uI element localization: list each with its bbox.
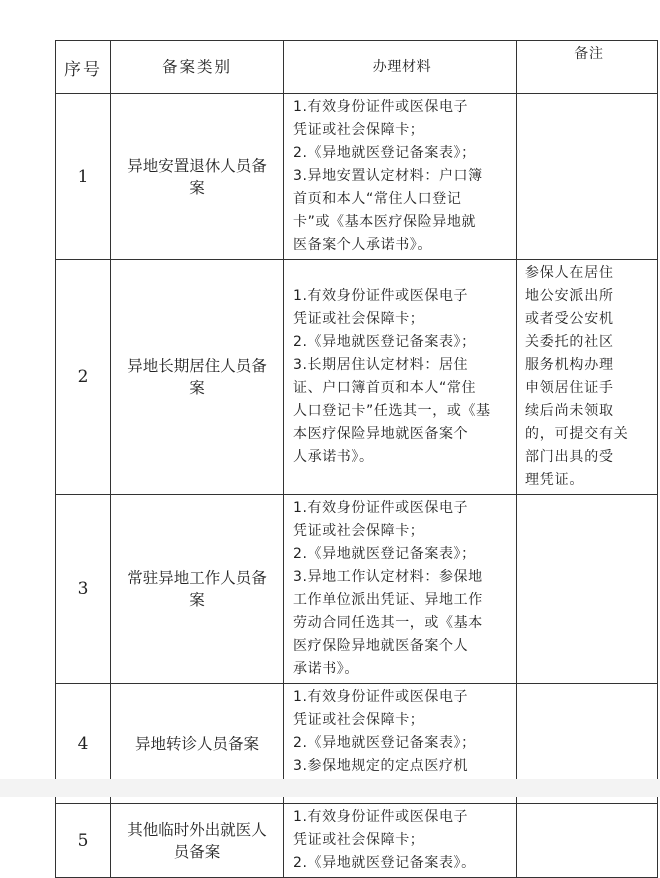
- header-materials: 办理材料: [284, 41, 517, 94]
- material-line: 2.《异地就医登记备案表》；: [293, 334, 476, 350]
- remark-line: 理凭证。: [525, 472, 585, 488]
- row-num: 1: [56, 94, 111, 260]
- table-row: [56, 804, 658, 878]
- row-category: 异地长期居住人员备案: [111, 260, 284, 495]
- row-materials: [284, 260, 517, 495]
- remark-line: 参保人在居住: [525, 265, 614, 281]
- material-line: 2.《异地就医登记备案表》；: [293, 735, 476, 751]
- material-line: 凭证或社会保障卡；: [293, 122, 425, 138]
- material-line: 首页和本人“常住人口登记: [293, 191, 462, 207]
- material-line: 卡”或《基本医疗保险异地就: [293, 214, 477, 230]
- material-line: 凭证或社会保障卡；: [293, 523, 425, 539]
- material-line: 承诺书》。: [293, 661, 359, 677]
- remark-line: 或者受公安机: [525, 311, 614, 327]
- filing-requirements-table: [55, 40, 658, 878]
- material-line: 工作单位派出凭证、异地工作: [293, 592, 483, 608]
- row-materials: [284, 94, 517, 260]
- row-materials: [284, 495, 517, 684]
- table-row: [56, 94, 658, 260]
- material-line: 医疗保险异地就医备案个人: [293, 638, 469, 654]
- row-num: 2: [56, 260, 111, 495]
- material-line: 3.异地安置认定材料：户口簿: [293, 168, 483, 184]
- row-category: 异地转诊人员备案: [111, 684, 284, 804]
- remark-line: 地公安派出所: [525, 288, 614, 304]
- material-line: 医备案个人承诺书》。: [293, 237, 432, 253]
- material-line: 证、户口簿首页和本人“常住: [293, 380, 477, 396]
- material-line: 1.有效身份证件或医保电子: [293, 500, 469, 516]
- remark-line: 的，可提交有关: [525, 426, 629, 442]
- row-remarks: [517, 260, 658, 495]
- page-bottom-edge: [0, 779, 660, 797]
- material-line: 本医疗保险异地就医备案个: [293, 426, 469, 442]
- material-line: 1.有效身份证件或医保电子: [293, 809, 469, 825]
- material-line: 劳动合同任选其一，或《基本: [293, 615, 483, 631]
- remark-line: 续后尚未领取: [525, 403, 614, 419]
- row-remarks: [517, 94, 658, 260]
- table-row: [56, 495, 658, 684]
- material-line: 3.异地工作认定材料：参保地: [293, 569, 483, 585]
- table-row: [56, 260, 658, 495]
- material-line: 凭证或社会保障卡；: [293, 712, 425, 728]
- material-line: 3.参保地规定的定点医疗机: [293, 758, 469, 774]
- material-line: 凭证或社会保障卡；: [293, 832, 425, 848]
- remark-line: 关委托的社区: [525, 334, 614, 350]
- header-num: 序号: [56, 41, 111, 94]
- material-line: 1.有效身份证件或医保电子: [293, 99, 469, 115]
- header-remarks: 备注: [517, 41, 658, 94]
- remark-line: 部门出具的受: [525, 449, 614, 465]
- material-line: 2.《异地就医登记备案表》；: [293, 546, 476, 562]
- row-category: 异地安置退休人员备案: [111, 94, 284, 260]
- header-category: 备案类别: [111, 41, 284, 94]
- row-materials: [284, 804, 517, 878]
- remark-line: 服务机构办理: [525, 357, 614, 373]
- material-line: 人承诺书》。: [293, 449, 374, 465]
- row-category: 其他临时外出就医人员备案: [111, 804, 284, 878]
- remark-line: 申领居住证手: [525, 380, 614, 396]
- material-line: 人口登记卡”任选其一，或《基: [293, 403, 491, 419]
- row-remarks: [517, 804, 658, 878]
- material-line: 1.有效身份证件或医保电子: [293, 689, 469, 705]
- material-line: 凭证或社会保障卡；: [293, 311, 425, 327]
- material-line: 3.长期居住认定材料：居住: [293, 357, 469, 373]
- material-line: 1.有效身份证件或医保电子: [293, 288, 469, 304]
- row-category: 常驻异地工作人员备案: [111, 495, 284, 684]
- row-num: 4: [56, 684, 111, 804]
- row-remarks: [517, 495, 658, 684]
- row-num: 5: [56, 804, 111, 878]
- material-line: 2.《异地就医登记备案表》；: [293, 145, 476, 161]
- header-row: [56, 41, 658, 94]
- row-num: 3: [56, 495, 111, 684]
- material-line: 2.《异地就医登记备案表》。: [293, 855, 476, 871]
